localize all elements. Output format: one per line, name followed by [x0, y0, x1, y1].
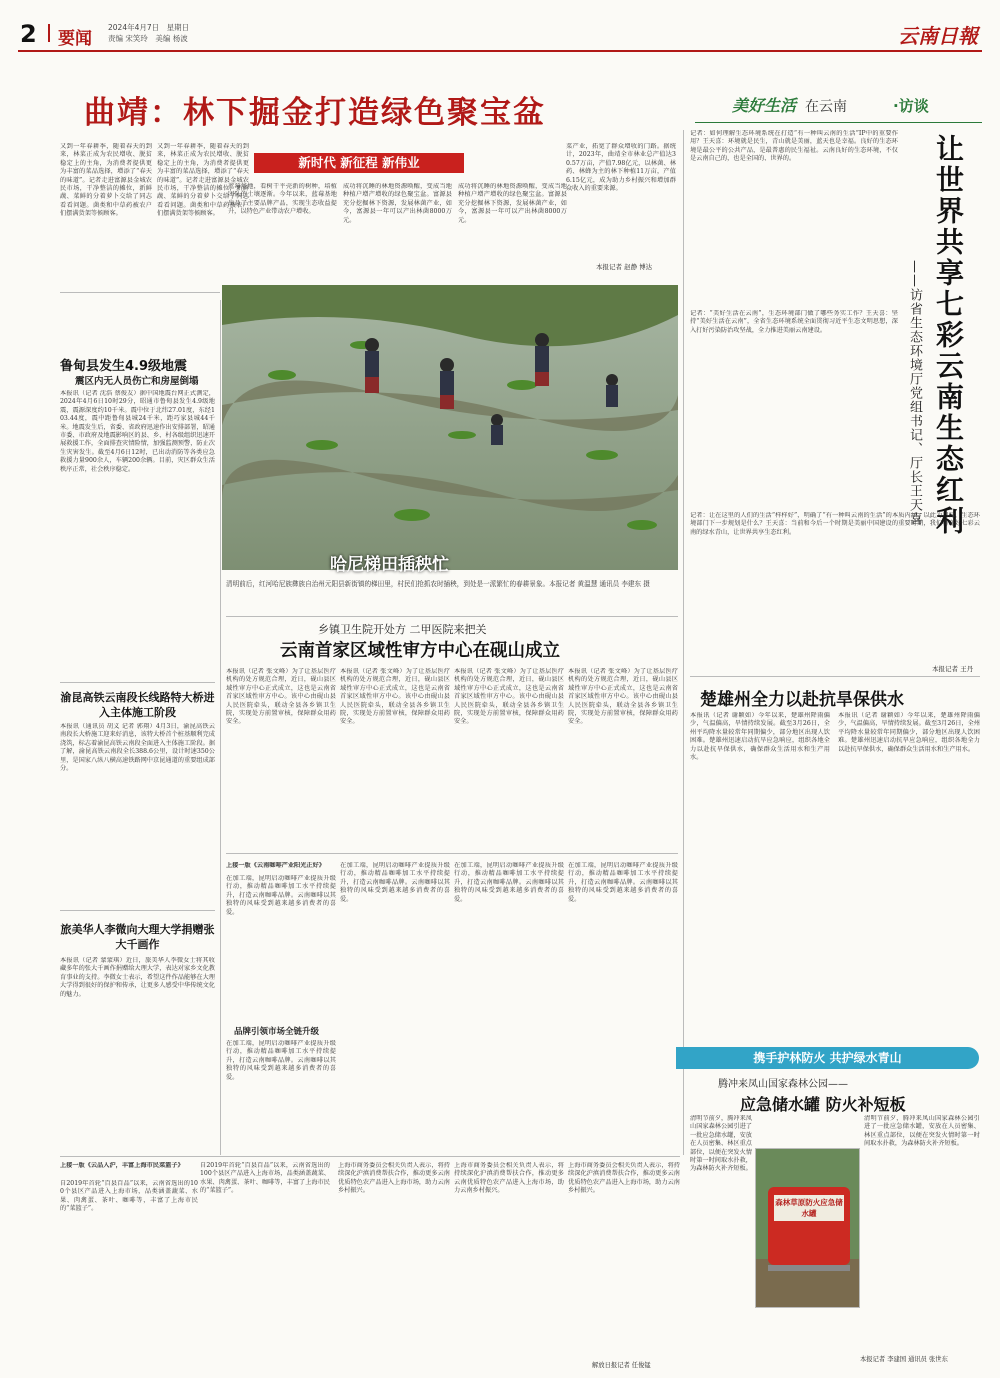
main-article-col2: 蓝莓基地，看树干平壳新的树种，培植团队的土壤逐渐。今年以来，蓝莓基地出品了主要品牌产品，实现生态收益提升，以特色产业带动农户增收。	[228, 183, 337, 216]
issue-date: 2024年4月7日 星期日	[108, 23, 190, 32]
page-number: 2	[20, 20, 37, 48]
forest-fire-section-badge: 携手护林防火 共护绿水青山	[676, 1047, 979, 1069]
bottom-body-col3: 上海市商务委员会相关负责人表示，将持续深化沪滇消费帮扶合作，推动更多云南优质特色农产品进入上海市场，助力云南乡村振兴。	[338, 1162, 450, 1195]
terrace-rice-photo	[222, 285, 678, 570]
interview-body-3: 记者：让在这里的人们的生活“样样好”，明确了“有一种叫云南的生活”的本质内涵，以此为目标，生态环境部门下一步规划是什么？王天喜：当前和今后一个时期是美丽中国建设的重要时期，我们将守好七彩云南的绿水青山，让世界共享生态红利。	[690, 512, 980, 536]
interview-body-1: 记者：如何理解生态环境系统在打造“有一种叫云南的生活”IP中的重要作用？王天喜：环境就是民生，青山就是美丽，蓝天也是幸福。良好的生态环境是最公平的公共产品，是最普惠的民生福祉。云南良好的生态环境，不仅是云南自己的，也是全国的、世界的。	[690, 130, 898, 163]
forest-fire-body-col1: 清明节前夕，腾冲来凤山国家森林公园引进了一批应急储水罐，安放在人员密集、林区重点部位，以便在突发火情时第一时间取水扑救，为森林防火补齐短板。	[690, 1115, 752, 1173]
bottom-lead: 上接一版《云品入沪，丰富上海市民菜篮子》	[60, 1162, 184, 1169]
painting-body: 本报讯（记者 蒙蒙琪）近日，旅美华人李微女士将其收藏多年的张大千画作捐赠给大理大学，表达对家乡文化教育事业的支持。李微女士表示，希望这件作品能够在大理大学得到很好的保护和传承，让更多人感受中华传统文化的魅力。	[60, 957, 215, 998]
bottom-body-col5: 上海市商务委员会相关负责人表示，将持续深化沪滇消费帮扶合作，推动更多云南优质特色农产品进入上海市场，助力云南乡村振兴。	[568, 1162, 680, 1195]
painting-headline: 旅美华人李微向大理大学捐赠张大千画作	[60, 923, 215, 951]
column-brand-tag: ·访谈	[893, 97, 929, 115]
railway-headline: 渝昆高铁云南段长线路特大桥进入主体施工阶段	[60, 691, 215, 719]
main-article-col3: 成功将沉睡的林地资源唤醒，变成当地种植户增产增收的绿色聚宝盆。富源县充分挖掘林下资源，发展林菌产业，如今，富源县一年可以产出林菌8000万元。	[343, 183, 452, 224]
main-article-col4: 菜产业，拓宽了群众增收的门路。据统计，2023年，曲靖全市林业总产值达30.57万亩，产值7.98亿元，以林菌、林药、林蜂为主的林下种植11万亩，产值6.15亿元，成为助力乡村振兴和增加群众收入的重要来源。	[566, 143, 676, 193]
editor-credits: 责编 宋笑玲 美编 杨波	[108, 34, 188, 43]
main-article-byline: 本报记者 赵静 博达	[596, 263, 653, 271]
bottom-byline: 解放日报记者 任俊锰	[592, 1362, 651, 1369]
coffee-body-col3: 在加工端，昆明启动咖啡产业提质升级行动，推动精品咖啡加工水平持续提升，打造云南咖啡品牌。云南咖啡以其独特的风味受到越来越多消费者的喜爱。	[454, 862, 564, 903]
quake-subheadline: 震区内无人员伤亡和房屋倒塌	[75, 376, 199, 387]
clinic-headline: 云南首家区域性审方中心在砚山成立	[280, 641, 560, 661]
clinic-body-col3: 本报讯（记者 张文峰）为了让基层医疗机构的处方规范合理，近日，砚山县区域性审方中心正式成立，这也是云南省首家区域性审方中心。该中心由砚山县人民医院牵头，联动全县各乡镇卫生院，实现处方前置审核，保障群众用药安全。	[454, 668, 564, 726]
header-separator	[48, 24, 50, 42]
railway-body: 本报讯（通讯员 胡义 记者 郭翔）4月3日，渝昆高铁云南段长大桥施工迎来好消息，该特大桥首个桩基顺利完成浇筑，标志着渝昆高铁云南段全面进入主体施工阶段。据了解，渝昆高铁云南段全长388.6公里，设计时速350公里，是国家八纵八横高速铁路网中京昆通道的重要组成部分。	[60, 723, 215, 773]
interview-byline: 本报记者 王丹	[932, 665, 974, 673]
clinic-body-col4: 本报讯（记者 张文峰）为了让基层医疗机构的处方规范合理，近日，砚山县区域性审方中心正式成立，这也是云南省首家区域性审方中心。该中心由砚山县人民医院牵头，联动全县各乡镇卫生院，实现处方前置审核，保障群众用药安全。	[568, 668, 678, 726]
main-article-col1: 又到一年春耕季，随着春天的到来，林菜正成为农民增收、脱贫稳定上的主角，为消费者提供更为丰富的菜品选择，增添了“春天的味道”。记者走进富源县金城农民市场，干净整洁的摊位，新鲜蔬、菜鲜的分着萝卜交给了同志看看问题。菌类和中草药被农户们摆满货架等候顾客。	[60, 143, 152, 218]
clinic-body-col1: 本报讯（记者 张文峰）为了让基层医疗机构的处方规范合理，近日，砚山县区域性审方中心正式成立，这也是云南省首家区域性审方中心。该中心由砚山县人民医院牵头，联动全县各乡镇卫生院，实现处方前置审核，保障群众用药安全。	[226, 668, 336, 726]
bottom-body-col4: 上海市商务委员会相关负责人表示，将持续深化沪滇消费帮扶合作，推动更多云南优质特色农产品进入上海市场，助力云南乡村振兴。	[454, 1162, 564, 1195]
forest-fire-kicker: 腾冲来凤山国家森林公园——	[718, 1079, 848, 1090]
main-article-col1c: 又到一年春耕季，随着春天的到来，林菜正成为农民增收、脱贫稳定上的主角，为消费者提供更为丰富的菜品选择，增添了“春天的味道”。记者走进富源县金城农民市场，干净整洁的摊位，新鲜蔬、菜鲜的分着萝卜交给了同志看看问题。菌类和中草药被农户们摆满货架等候顾客。	[157, 143, 249, 218]
water-tank-illustration	[756, 1149, 860, 1308]
coffee-body-col2: 在加工端，昆明启动咖啡产业提质升级行动，推动精品咖啡加工水平持续提升，打造云南咖啡品牌。云南咖啡以其独特的风味受到越来越多消费者的喜爱。	[340, 862, 450, 903]
forest-fire-headline: 应急储水罐 防火补短板	[740, 1095, 906, 1114]
coffee-body-col1b: 在加工端，昆明启动咖啡产业提质升级行动，推动精品咖啡加工水平持续提升，打造云南咖啡品牌。云南咖啡以其独特的风味受到越来越多消费者的喜爱。	[226, 1040, 336, 1081]
clinic-body-col2: 本报讯（记者 张文峰）为了让基层医疗机构的处方规范合理，近日，砚山县区域性审方中心正式成立，这也是云南省首家区域性审方中心。该中心由砚山县人民医院牵头，联动全县各乡镇卫生院，实现处方前置审核，保障群众用药安全。	[340, 668, 450, 726]
main-article-col3b: 成功将沉睡的林地资源唤醒，变成当地种植户增产增收的绿色聚宝盆。富源县充分挖掘林下资源，发展林菌产业，如今，富源县一年可以产出林菌8000万元。	[458, 183, 567, 224]
forest-fire-body-col2: 清明节前夕，腾冲来凤山国家森林公园引进了一批应急储水罐，安放在人员密集、林区重点部位，以便在突发火情时第一时间取水扑救，为森林防火补齐短板。	[864, 1115, 980, 1148]
drought-body-col1: 本报讯（记者 谢颖如）今年以来，楚雄州降雨偏少，气温偏高，旱情持续发展。截至3月26日，全州平均降水量较常年同期偏少，部分地区出现人饮困难。楚雄州迅速启动抗旱应急响应，组织各地全力以赴抗旱保供水，确保群众生活用水和生产用水。	[690, 712, 830, 762]
clinic-kicker: 乡镇卫生院开处方 二甲医院来把关	[318, 623, 487, 636]
quake-body: 本报讯（记者 沈浩 蔡俊友）据中国地震台网正式测定，2024年4月6日10时29分，昭通市鲁甸县发生4.9级地震，震源深度约10千米。震中位于北纬27.01度，东经103.44度，震中距鲁甸县城24千米，距巧家县城44千米。地震发生后，省委、省政府迅速作出安排部署，昭通市委、市政府及地震影响区的县、乡、村各级组织迅速开展救援工作，全面排查灾情险情，加强监测预警，防止次生灾害发生。截至4月6日12时，已出动消防等各类应急救援力量900余人，车辆200余辆。目前，灾区群众生活秩序正常，社会秩序稳定。	[60, 390, 215, 473]
column-brand: 美好生活	[732, 96, 797, 115]
main-article-col1b	[60, 190, 152, 290]
rice-planting-illustration	[222, 285, 678, 570]
photo-caption-overlay: 哈尼梯田插秧忙	[330, 555, 449, 575]
drought-body-col2: 本报讯（记者 谢颖如）今年以来，楚雄州降雨偏少，气温偏高，旱情持续发展。截至3月26日，全州平均降水量较常年同期偏少，部分地区出现人饮困难。楚雄州迅速启动抗旱应急响应，组织各地全力以赴抗旱保供水，确保群众生活用水和生产用水。	[838, 712, 980, 753]
coffee-body-col1: 在加工端，昆明启动咖啡产业提质升级行动，推动精品咖啡加工水平持续提升，打造云南咖啡品牌。云南咖啡以其独特的风味受到越来越多消费者的喜爱。	[226, 875, 336, 916]
water-tank-photo	[755, 1148, 860, 1308]
main-headline: 曲靖：林下掘金打造绿色聚宝盆	[84, 95, 546, 131]
masthead-logo: 云南日報	[898, 24, 978, 48]
interview-vertical-headline: 让世界共享七彩云南生态红利	[932, 134, 965, 537]
quake-headline: 鲁甸县发生4.9级地震	[60, 359, 188, 374]
photo-description: 清明前后，红河哈尼族彝族自治州元阳县新街镇的梯田里，村民们抢抓农时插秧，到处是一派繁忙的春耕景象。本报记者 黄温慧 通讯员 李建东 摄	[226, 580, 650, 588]
forest-fire-byline: 本报记者 李建国 通讯员 张世东	[860, 1356, 948, 1363]
theme-banner: 新时代 新征程 新伟业	[254, 153, 464, 173]
column-rule	[695, 122, 982, 123]
section-name: 要闻	[58, 29, 92, 49]
interview-vertical-subheadline: ——访省生态环境厅党组书记、厅长王天喜	[907, 260, 922, 526]
coffee-lead: 上接一版《云南咖啡产业阳光正好》	[226, 862, 325, 869]
bottom-body-col1: 自2019年首轮“百县百品”以来，云南省选出的100个县区产品进入上海市场，品类涵盖蔬菜、水果、肉禽蛋、茶叶、咖啡等，丰富了上海市民的“菜篮子”。	[60, 1180, 198, 1213]
coffee-body-col4: 在加工端，昆明启动咖啡产业提质升级行动，推动精品咖啡加工水平持续提升，打造云南咖啡品牌。云南咖啡以其独特的风味受到越来越多消费者的喜爱。	[568, 862, 678, 903]
drought-headline: 楚雄州全力以赴抗旱保供水	[700, 690, 904, 710]
interview-body-2: 记者：“美好生活在云南”，生态环境部门做了哪些务实工作？王天喜：坚持“美好生活在云南”，全省生态环境系统全面贯彻习近平生态文明思想，深入打好污染防治攻坚战，全力推进美丽云南建设。	[690, 310, 898, 334]
column-brand-mid: 在云南	[805, 99, 847, 115]
bottom-body-col2: 自2019年首轮“百县百品”以来，云南省选出的100个县区产品进入上海市场，品类涵盖蔬菜、水果、肉禽蛋、茶叶、咖啡等，丰富了上海市民的“菜篮子”。	[200, 1162, 330, 1195]
coffee-subhead: 品牌引领市场全链升级	[234, 1027, 320, 1037]
tank-sign: 森林草原防火应急储水罐	[775, 1198, 843, 1218]
header-rule	[18, 50, 982, 52]
